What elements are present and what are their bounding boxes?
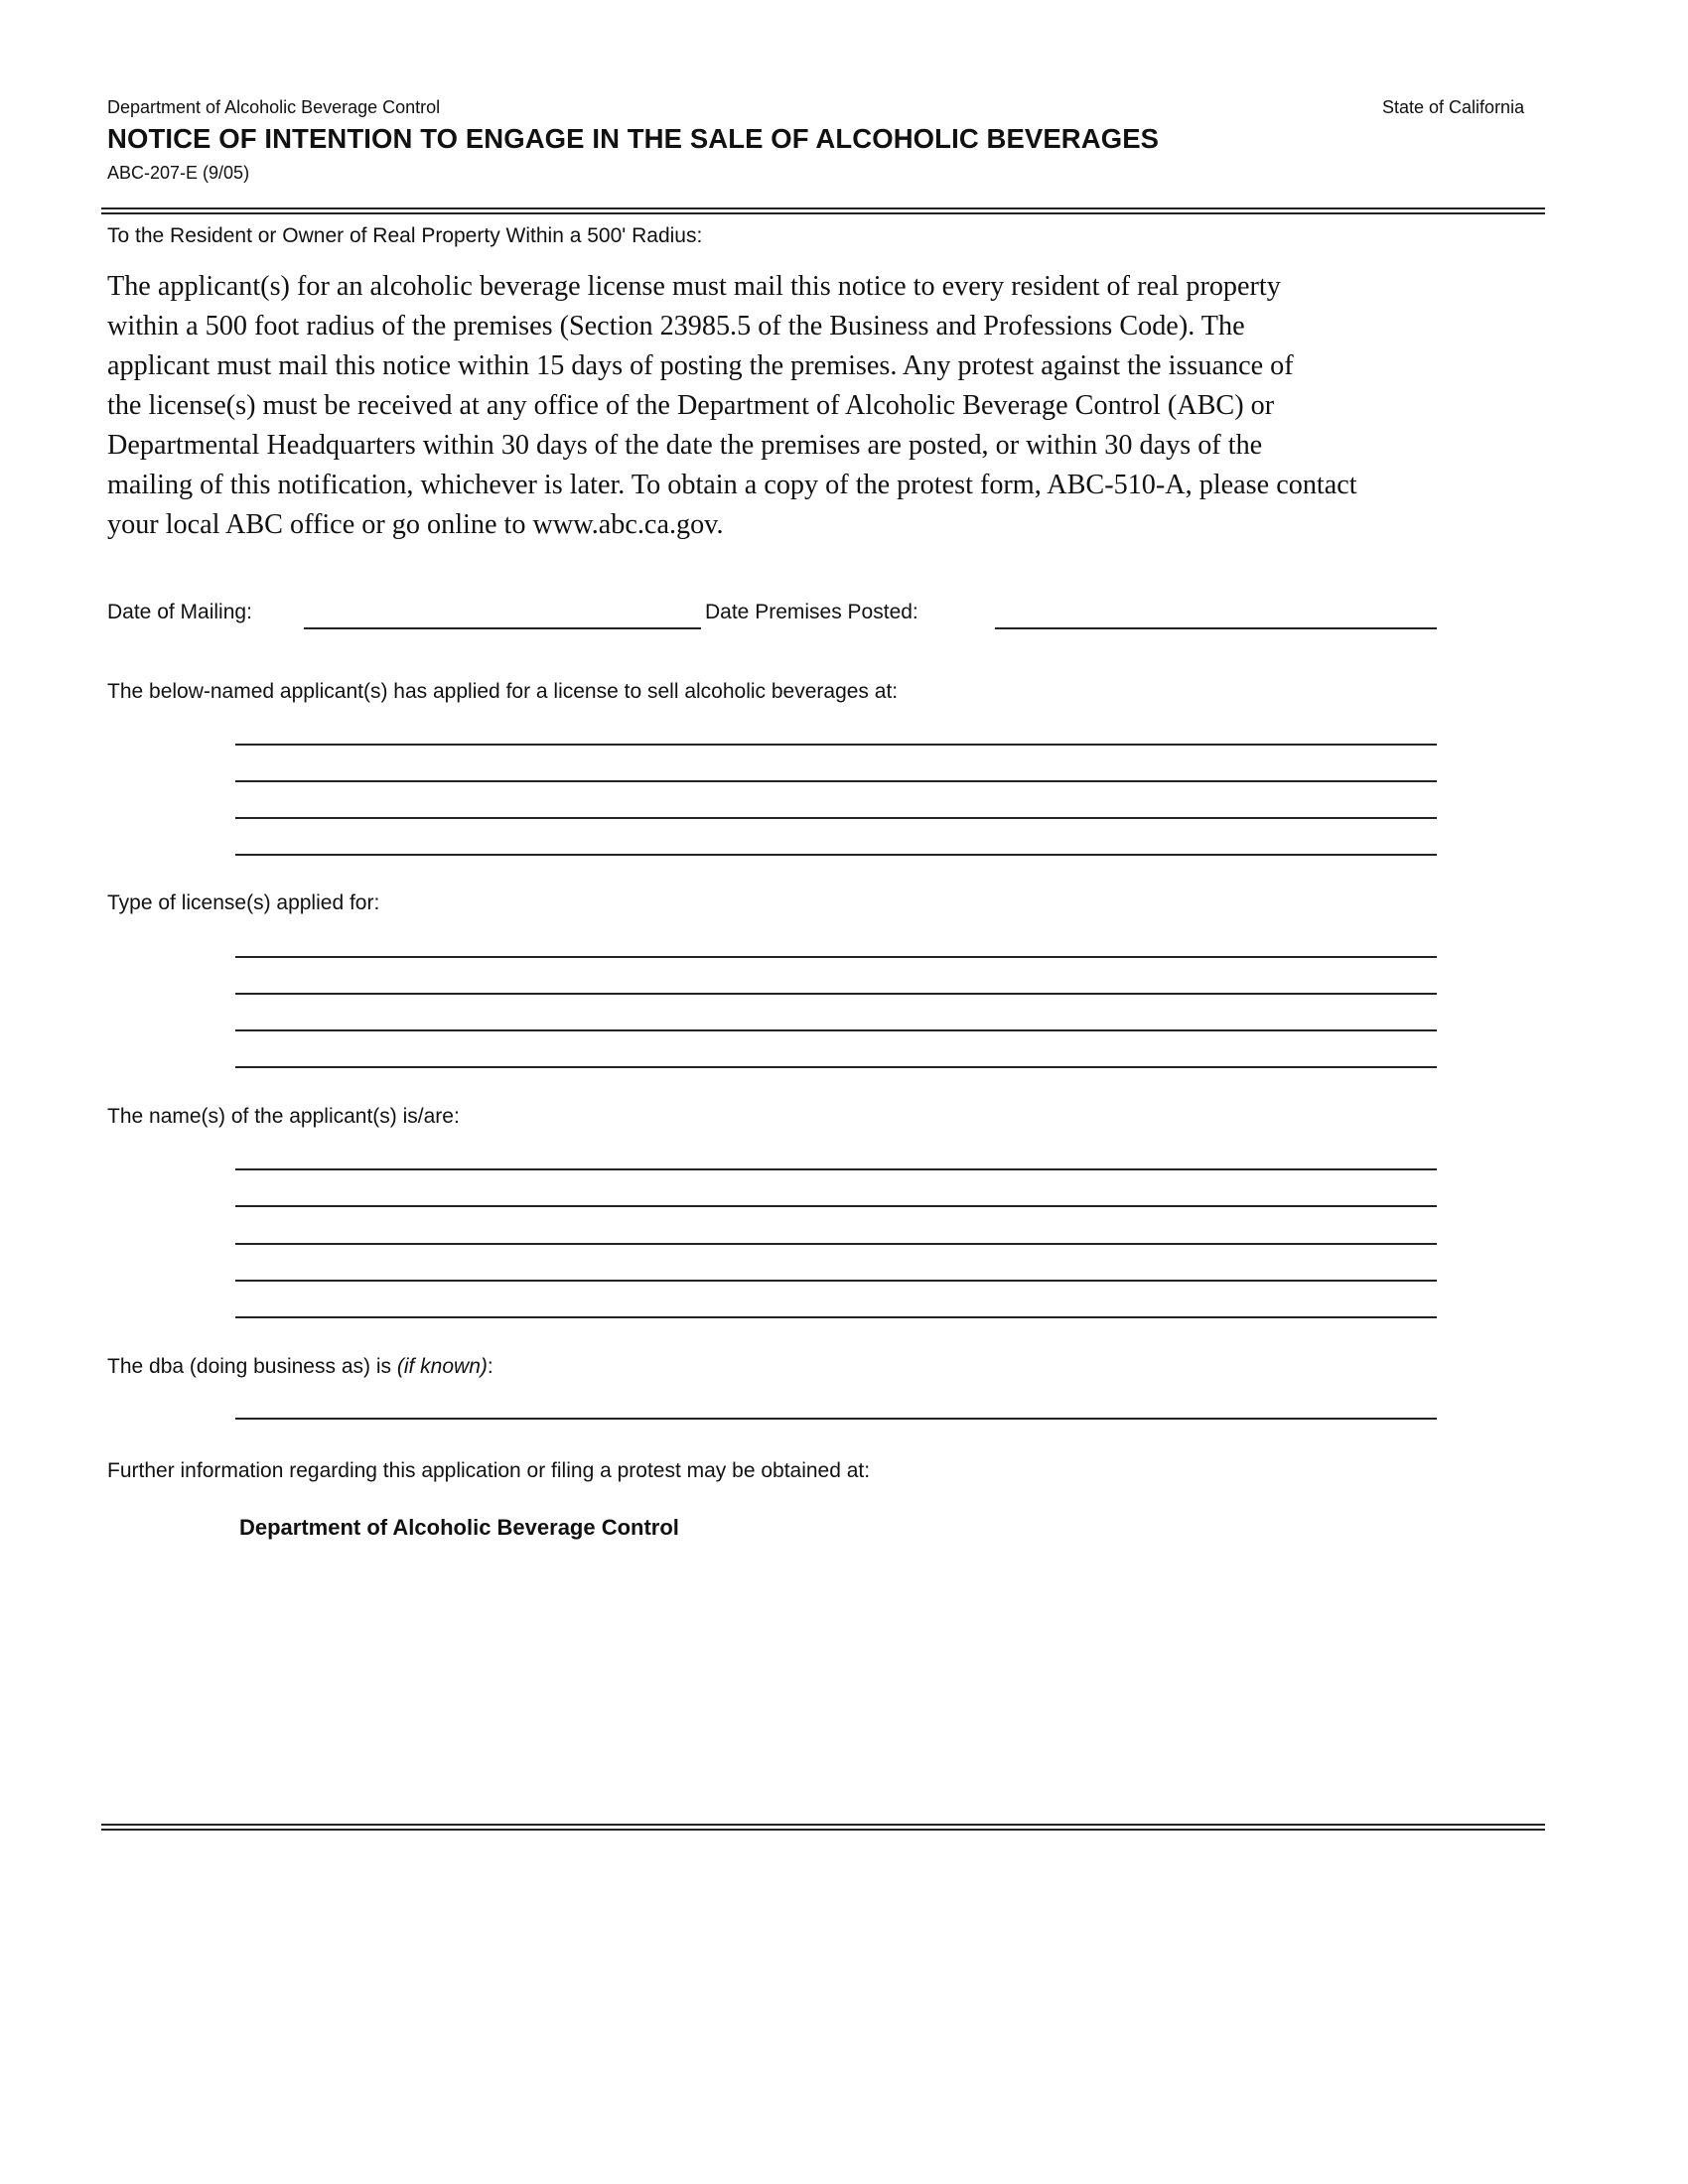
state-name: State of California [1382, 97, 1525, 117]
instruction-line: applicant must mail this notice within 15 days of posting the premises. Any protest against the issuance of [107, 350, 1294, 381]
instruction-line: your local ABC office or go online to www.abc.ca.gov. [107, 509, 724, 540]
date-of-mailing-field[interactable] [304, 627, 701, 629]
location-line-2[interactable] [235, 780, 1437, 782]
location-line-3[interactable] [235, 817, 1437, 819]
dba-label [107, 1355, 493, 1379]
date-premises-posted-label: Date Premises Posted: [705, 601, 918, 623]
instruction-line: within a 500 foot radius of the premises (Section 23985.5 of the Business and Professions Code). The [107, 311, 1245, 341]
form-title: NOTICE OF INTENTION TO ENGAGE IN THE SALE OF ALCOHOLIC BEVERAGES [107, 123, 1160, 154]
applicant-names-line-5[interactable] [235, 1316, 1437, 1318]
location-line-1[interactable] [235, 744, 1437, 746]
license-type-line-2[interactable] [235, 993, 1437, 995]
location-label: The below-named applicant(s) has applied for a license to sell alcoholic beverages at: [107, 680, 899, 703]
license-type-line-4[interactable] [235, 1066, 1437, 1068]
further-info-text: Further information regarding this application or filing a protest may be obtained at: [107, 1459, 871, 1482]
instruction-line: Departmental Headquarters within 30 days of the date the premises are posted, or within 30 days of the [107, 430, 1263, 461]
applicant-names-line-2[interactable] [235, 1205, 1437, 1207]
salutation: To the Resident or Owner of Real Property Within a 500' Radius: [107, 224, 703, 247]
dba-qualifier: (if known) [396, 1355, 488, 1378]
date-of-mailing-label: Date of Mailing: [107, 601, 252, 623]
applicant-names-label: The name(s) of the applicant(s) is/are: [107, 1105, 460, 1128]
date-premises-posted-field[interactable] [995, 627, 1437, 629]
header-divider [101, 207, 1545, 214]
dba-colon: : [487, 1355, 493, 1378]
instructions-paragraph [107, 267, 1477, 545]
license-type-line-1[interactable] [235, 956, 1437, 958]
dba-label-text: The dba (doing business as) is [107, 1355, 391, 1378]
applicant-names-line-4[interactable] [235, 1280, 1437, 1282]
department-name: Department of Alcoholic Beverage Control [107, 97, 441, 117]
applicant-names-line-1[interactable] [235, 1168, 1437, 1170]
location-line-4[interactable] [235, 854, 1437, 856]
agency-name: Department of Alcoholic Beverage Control [239, 1515, 679, 1540]
dba-line[interactable] [235, 1418, 1437, 1420]
instruction-line: the license(s) must be received at any office of the Department of Alcoholic Beverage Control (ABC) or [107, 390, 1275, 421]
license-type-line-3[interactable] [235, 1029, 1437, 1031]
instruction-line: mailing of this notification, whichever is later. To obtain a copy of the protest form, ABC-510-A, please contact [107, 470, 1357, 500]
footer-divider [101, 1824, 1545, 1831]
license-type-label: Type of license(s) applied for: [107, 891, 380, 914]
form-number: ABC-207-E (9/05) [107, 163, 250, 183]
applicant-names-line-3[interactable] [235, 1243, 1437, 1245]
instruction-line: The applicant(s) for an alcoholic beverage license must mail this notice to every resident of real property [107, 271, 1281, 302]
